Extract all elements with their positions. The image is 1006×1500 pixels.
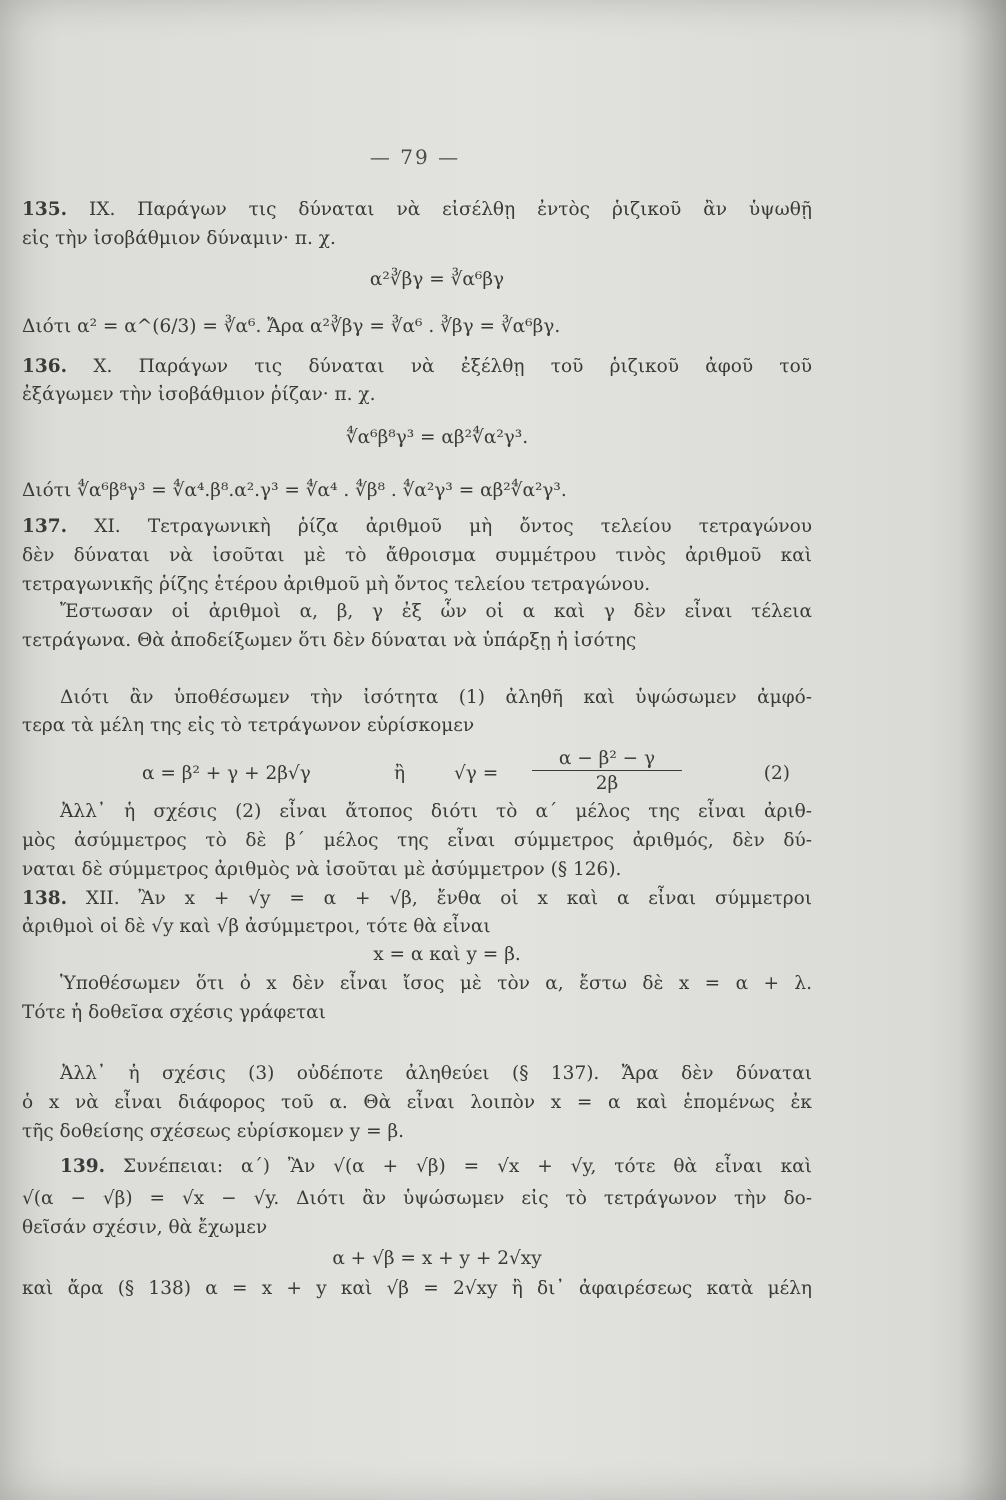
text-line: ἐξάγωμεν τὴν ἰσοβάθμιον ῥίζαν· π. χ. bbox=[22, 384, 376, 405]
text-line: Διότι ἂν ὑποθέσωμεν τὴν ἰσότητα (1) ἀληθῆ καὶ ὑψώσωμεν ἀμφό- bbox=[60, 687, 812, 708]
text-line: καὶ ἄρα (§ 138) α = x + y καὶ √β = 2√xy ἢ δι᾽ ἀφαιρέσεως κατὰ μέλη bbox=[22, 1278, 812, 1299]
equation-connector: ἢ bbox=[394, 763, 406, 784]
text-line: τετραγωνικῆς ῥίζης ἑτέρου ἀριθμοῦ μὴ ὄντος τελείου τετραγώνου. bbox=[22, 574, 651, 595]
formula-line: ∜α⁶β⁸γ³ = αβ²∜α²γ³. bbox=[345, 427, 529, 448]
text-line: 137. XI. Τετραγωνικὴ ῥίζα ἀριθμοῦ μὴ ὄντος τελείου τετραγώνου bbox=[22, 516, 812, 537]
text-line: √(α − √β) = √x − √y. Διότι ἂν ὑψώσωμεν εἰς τὸ τετράγωνον τὴν δο- bbox=[22, 1188, 812, 1209]
section-number: 135. bbox=[22, 199, 68, 220]
formula-line: Διότι α² = α^(6/3) = ∛α⁶. Ἄρα α²∛βγ = ∛α⁶ . ∛βγ = ∛α⁶βγ. bbox=[22, 316, 561, 337]
text-line: Τότε ἡ δοθεῖσα σχέσις γράφεται bbox=[22, 1002, 326, 1023]
text-line: Ἀλλ᾽ ἡ σχέσις (2) εἶναι ἄτοπος διότι τὸ α΄ μέλος της εἶναι ἀριθ- bbox=[60, 801, 812, 822]
text-line: θεῖσάν σχέσιν, θὰ ἔχωμεν bbox=[22, 1217, 268, 1238]
fraction-numerator: α − β² − γ bbox=[532, 748, 682, 771]
text-line: Ἀλλ᾽ ἡ σχέσις (3) οὐδέποτε ἀληθεύει (§ 137). Ἄρα δὲν δύναται bbox=[60, 1063, 812, 1084]
formula-line: α + √β = x + y + 2√xy bbox=[332, 1248, 542, 1269]
text-line: 139. Συνέπειαι: α΄) Ἂν √(α + √β) = √x + √y, τότε θὰ εἶναι καὶ bbox=[60, 1156, 812, 1177]
formula-line: α²∛βγ = ∛α⁶βγ bbox=[369, 269, 505, 290]
section-number: 136. bbox=[22, 356, 68, 377]
text-line: 138. XII. Ἂν x + √y = α + √β, ἔνθα οἱ x καὶ α εἶναι σύμμετροι bbox=[22, 888, 812, 909]
text-line: τερα τὰ μέλη της εἰς τὸ τετράγωνον εὑρίσκομεν bbox=[22, 715, 475, 736]
text-line: ὁ x νὰ εἶναι διάφορος τοῦ α. Θὰ εἶναι λοιπὸν x = α καὶ ἑπομένως ἐκ bbox=[22, 1092, 812, 1113]
page-number: — 79 — bbox=[369, 145, 461, 169]
page-spine-shadow bbox=[958, 0, 1006, 1500]
text-line: εἰς τὴν ἰσοβάθμιον δύναμιν· π. χ. bbox=[22, 228, 336, 249]
text-line: ἀριθμοὶ οἱ δὲ √y καὶ √β ἀσύμμετροι, τότε θὰ εἶναι bbox=[22, 916, 491, 937]
text-line: 136. X. Παράγων τις δύναται νὰ ἐξέλθῃ τοῦ ῥιζικοῦ ἀφοῦ τοῦ bbox=[22, 356, 812, 377]
equation-2 bbox=[22, 748, 812, 798]
fraction-denominator: 2β bbox=[595, 773, 619, 794]
text-line: 135. IX. Παράγων τις δύναται νὰ εἰσέλθῃ ἐντὸς ῥιζικοῦ ἂν ὑψωθῇ bbox=[22, 199, 812, 220]
text-line: τῆς δοθείσης σχέσεως εὑρίσκομεν y = β. bbox=[22, 1121, 405, 1142]
section-number: 138. bbox=[22, 888, 68, 909]
text-line: τετράγωνα. Θὰ ἀποδείξωμεν ὅτι δὲν δύναται νὰ ὑπάρξῃ ἡ ἰσότης bbox=[22, 630, 637, 651]
section-number: 137. bbox=[22, 516, 68, 537]
text-line: Ἔστωσαν οἱ ἀριθμοὶ α, β, γ ἐξ ὧν οἱ α καὶ γ δὲν εἶναι τέλεια bbox=[60, 601, 812, 622]
formula-line: Διότι ∜α⁶β⁸γ³ = ∜α⁴.β⁸.α².γ³ = ∜α⁴ . ∜β⁸ . ∜α²γ³ = αβ²∜α²γ³. bbox=[22, 480, 567, 501]
equation-body: √γ = bbox=[454, 763, 499, 784]
equation-number: (2) bbox=[763, 763, 790, 784]
formula-line: x = α καὶ y = β. bbox=[373, 944, 521, 965]
text-line: Ὑποθέσωμεν ὅτι ὁ x δὲν εἶναι ἴσος μὲ τὸν α, ἔστω δὲ x = α + λ. bbox=[60, 973, 812, 994]
text-line: ναται δὲ σύμμετρος ἀριθμὸς νὰ ἰσοῦται μὲ ἀσύμμετρον (§ 126). bbox=[22, 859, 622, 880]
equation-body: α = β² + γ + 2β√γ bbox=[142, 763, 311, 784]
section-number: 139. bbox=[60, 1156, 106, 1177]
text-line: δὲν δύναται νὰ ἰσοῦται μὲ τὸ ἄθροισμα συμμέτρου τινὸς ἀριθμοῦ καὶ bbox=[22, 545, 812, 566]
text-line: μὸς ἀσύμμετρος τὸ δὲ β΄ μέλος της εἶναι σύμμετρος ἀριθμός, δὲν δύ- bbox=[22, 830, 812, 851]
